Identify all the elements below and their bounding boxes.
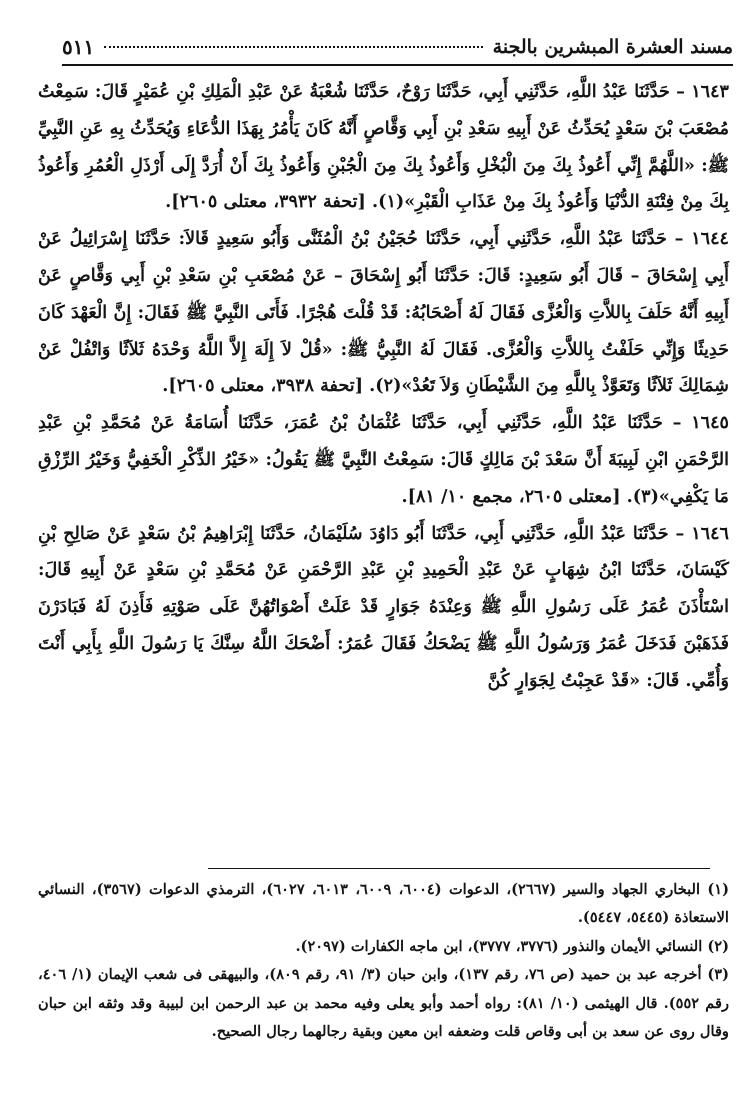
hadith-1646: ١٦٤٦ – حَدَّثَنَا عَبْدُ اللَّهِ، حَدَّثَنِي أَبِي، حَدَّثَنَا أَبُو دَاوُدَ سُلَيْمَانُ، حَدَّثَنَا إِبْرَاهِيمُ بْنُ سَعْدٍ عَنْ صَالِحِ بْنِ كَيْسَانَ، حَدَّثَنَا ابْنُ شِهَابٍ عَنْ عَبْدِ الْحَمِيدِ بْنِ عَبْدِ الرَّحْمَنِ عَنْ مُحَمَّدِ بْنِ سَعْدٍ عَنْ أَبِيهِ قَالَ: اسْتَأْذَنَ عُمَرُ عَلَى رَسُولِ اللَّهِ ﷺ وَعِنْدَهُ جَوَارٍ قَدْ عَلَتْ أَصْوَاتُهُنَّ عَلَى صَوْتِهِ فَأَذِنَ لَهُ فَبَادَرْنَ فَذَهَبْنَ فَدَخَلَ عُمَرُ وَرَسُولُ اللَّهِ ﷺ يَضْحَكُ فَقَالَ عُمَرُ: أَضْحَكَ اللَّهُ سِنَّكَ يَا رَسُولَ اللَّهِ بِأَبِي أَنْتَ وَأُمِّي. قَالَ: «قَدْ عَجِبْتُ لِجَوَارٍ كُنَّ <box>38 522 729 691</box>
footnotes <box>38 876 729 1046</box>
footnote-2: (٢) النسائي الأيمان والنذور (٣٧٧٦، ٣٧٧٧)، ابن ماجه الكفارات (٢٠٩٧). <box>295 937 729 955</box>
footnote-1: (١) البخاري الجهاد والسير (٢٦٦٧)، الدعوات (٦٠٠٤، ٦٠٠٩، ٦٠١٣، ٦٠٢٧)، الترمذي الدعوات (٣٥٦٧)، النسائي الاستعاذة (٥٤٤٥، ٥٤٤٧). <box>38 881 729 927</box>
footnote-separator <box>208 868 710 869</box>
main-text <box>38 74 729 700</box>
running-title: مسند العشرة المبشرين بالجنة <box>492 36 733 58</box>
page-number: ٥١١ <box>62 35 95 59</box>
page-header <box>62 30 733 66</box>
hadith-1644: ١٦٤٤ – حَدَّثَنَا عَبْدُ اللَّهِ، حَدَّثَنِي أَبِي، حَدَّثَنَا حُجَيْنُ بْنُ الْمُثَنَّى وَأَبُو سَعِيدٍ قَالاَ: حَدَّثَنَا إِسْرَائِيلُ عَنْ أَبِي إِسْحَاقَ – قَالَ أَبُو سَعِيدٍ: قَالَ: حَدَّثَنَا أَبُو إِسْحَاقَ – عَنْ مُصْعَبِ بْنِ سَعْدِ بْنِ أَبِي وَقَّاصٍ عَنْ أَبِيهِ أَنَّهُ حَلَفَ بِاللاَّتِ وَالْعُزَّى فَقَالَ لَهُ أَصْحَابُهُ: قَدْ قُلْتَ هُجْرًا. فَأَتَى النَّبِيَّ ﷺ فَقَالَ: إِنَّ الْعَهْدَ كَانَ حَدِيثًا وَإِنِّي حَلَفْتُ بِاللاَّتِ وَالْعُزَّى. فَقَالَ لَهُ النَّبِيُّ ﷺ: «قُلْ لاَ إِلَهَ إِلاَّ اللَّهُ وَحْدَهُ ثَلاَثًا وَاتْفُلْ عَنْ شِمَالِكَ ثَلاَثًا وَتَعَوَّذْ بِاللَّهِ مِنَ الشَّيْطَانِ وَلاَ تَعُدْ»(٢). [تحفة ٣٩٣٨، معتلى ٢٦٠٥]. <box>38 228 729 397</box>
footnote-3: (٣) أخرجه عبد بن حميد (ص ٧٦، رقم ١٣٧)، وابن حبان (٣/ ٩١، رقم ٨٠٩)، والبيهقى فى شعب الإيمان (١/ ٤٠٦، رقم ٥٥٢). قال الهيثمى (١٠/ ٨١): رواه أحمد وأبو يعلى وفيه محمد بن عبد الرحمن ابن لبيبة وقد وثقه ابن حبان وقال روى عن سعد بن أبى وقاص قلت وضعفه ابن معين وبقية رجالهما رجال الصحيح. <box>38 966 729 1041</box>
header-dot-leader <box>104 46 482 48</box>
hadith-1643: ١٦٤٣ – حَدَّثَنَا عَبْدُ اللَّهِ، حَدَّثَنِي أَبِي، حَدَّثَنَا رَوْحٌ، حَدَّثَنَا شُعْبَةُ عَنْ عَبْدِ الْمَلِكِ بْنِ عُمَيْرٍ قَالَ: سَمِعْتُ مُصْعَبَ بْنَ سَعْدٍ يُحَدِّثُ عَنْ أَبِيهِ سَعْدِ بْنِ أَبِي وَقَّاصٍ أَنَّهُ كَانَ يَأْمُرُ بِهَذَا الدُّعَاءِ وَيُحَدِّثُ بِهِ عَنِ النَّبِيِّ ﷺ: «اللَّهُمَّ إِنِّي أَعُوذُ بِكَ مِنَ الْبُخْلِ وَأَعُوذُ بِكَ مِنَ الْجُبْنِ وَأَعُوذُ بِكَ أَنْ أُرَدَّ إِلَى أَرْذَلِ الْعُمُرِ وَأَعُوذُ بِكَ مِنْ فِتْنَةِ الدُّنْيَا وَأَعُوذُ بِكَ مِنْ عَذَابِ الْقَبْرِ»(١). [تحفة ٣٩٣٢، معتلى ٢٦٠٥]. <box>38 81 729 213</box>
hadith-1645: ١٦٤٥ – حَدَّثَنَا عَبْدُ اللَّهِ، حَدَّثَنِي أَبِي، حَدَّثَنَا عُثْمَانُ بْنُ عُمَرَ، حَدَّثَنَا أُسَامَةُ عَنْ مُحَمَّدِ بْنِ عَبْدِ الرَّحْمَنِ ابْنِ لَبِيبَةَ أَنَّ سَعْدَ بْنَ مَالِكٍ قَالَ: سَمِعْتُ النَّبِيَّ ﷺ يَقُولُ: «خَيْرُ الذِّكْرِ الْخَفِيُّ وَخَيْرُ الرِّزْقِ مَا يَكْفِي»(٣). [معتلى ٢٦٠٥، مجمع ١٠/ ٨١]. <box>38 412 729 507</box>
